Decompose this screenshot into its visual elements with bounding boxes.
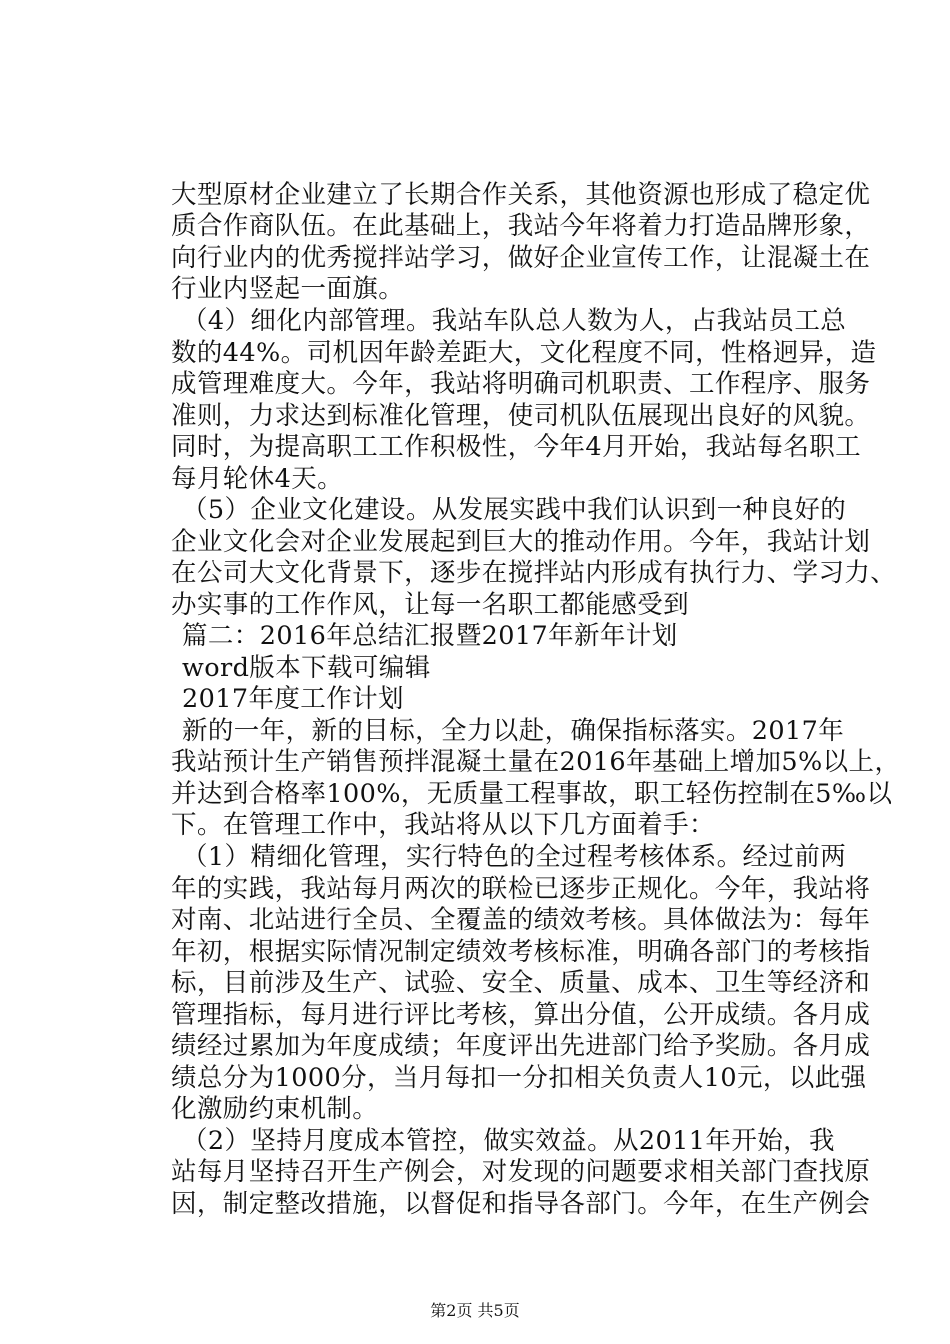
text-line: 数的44%。司机因年龄差距大，文化程度不同，性格迥异，造 bbox=[171, 338, 877, 368]
text-line: 成管理难度大。今年，我站将明确司机职责、工作程序、服务 bbox=[171, 369, 871, 399]
text-line: 站每月坚持召开生产例会，对发现的问题要求相关部门查找原 bbox=[171, 1157, 871, 1187]
text-line: 行业内竖起一面旗。 bbox=[171, 274, 405, 304]
text-line: 年的实践，我站每月两次的联检已逐步正规化。今年，我站将 bbox=[171, 874, 871, 904]
text-line: 大型原材企业建立了长期合作关系，其他资源也形成了稳定优 bbox=[171, 180, 871, 210]
paragraph-start-line: （5）企业文化建设。从发展实践中我们认识到一种良好的 bbox=[182, 495, 847, 525]
download-note: word版本下载可编辑 bbox=[182, 653, 431, 683]
text-line: 向行业内的优秀搅拌站学习，做好企业宣传工作，让混凝土在 bbox=[171, 243, 871, 273]
text-line: 并达到合格率100%，无质量工程事故，职工轻伤控制在5‰以 bbox=[171, 779, 893, 809]
text-line: 每月轮休4天。 bbox=[171, 464, 344, 494]
text-line: 绩总分为1000分，当月每扣一分扣相关负责人10元，以此强 bbox=[171, 1063, 867, 1093]
text-line: 绩经过累加为年度成绩；年度评出先进部门给予奖励。各月成 bbox=[171, 1031, 871, 1061]
text-line: 标，目前涉及生产、试验、安全、质量、成本、卫生等经济和 bbox=[171, 968, 871, 998]
page-footer: 第2页 共5页 bbox=[430, 1301, 520, 1320]
text-line: 同时，为提高职工工作积极性，今年4月开始，我站每名职工 bbox=[171, 432, 862, 462]
text-line: 准则，力求达到标准化管理，使司机队伍展现出良好的风貌。 bbox=[171, 401, 871, 431]
text-line: 年初，根据实际情况制定绩效考核标准，明确各部门的考核指 bbox=[171, 937, 871, 967]
text-line: 因，制定整改措施，以督促和指导各部门。今年，在生产例会 bbox=[171, 1189, 871, 1219]
text-line: 企业文化会对企业发展起到巨大的推动作用。今年，我站计划 bbox=[171, 527, 871, 557]
text-line: 化激励约束机制。 bbox=[171, 1094, 379, 1124]
text-line: 在公司大文化背景下，逐步在搅拌站内形成有执行力、学习力、 bbox=[171, 558, 897, 588]
section-heading: 篇二：2016年总结汇报暨2017年新年计划 bbox=[182, 621, 678, 651]
text-line: 质合作商队伍。在此基础上，我站今年将着力打造品牌形象， bbox=[171, 211, 871, 241]
text-line: 对南、北站进行全员、全覆盖的绩效考核。具体做法为：每年 bbox=[171, 905, 871, 935]
paragraph-start-line: 新的一年，新的目标，全力以赴，确保指标落实。2017年 bbox=[182, 716, 845, 746]
text-line: 管理指标，每月进行评比考核，算出分值，公开成绩。各月成 bbox=[171, 1000, 871, 1030]
plan-title: 2017年度工作计划 bbox=[182, 684, 404, 714]
text-line: 我站预计生产销售预拌混凝土量在2016年基础上增加5%以上， bbox=[171, 747, 901, 777]
text-line: 下。在管理工作中，我站将从以下几方面着手： bbox=[171, 810, 715, 840]
paragraph-start-line: （1）精细化管理，实行特色的全过程考核体系。经过前两 bbox=[182, 842, 847, 872]
text-line: 办实事的工作作风，让每一名职工都能感受到 bbox=[171, 590, 690, 620]
paragraph-start-line: （2）坚持月度成本管控，做实效益。从2011年开始，我 bbox=[182, 1126, 835, 1156]
paragraph-start-line: （4）细化内部管理。我站车队总人数为人，占我站员工总 bbox=[182, 306, 847, 336]
